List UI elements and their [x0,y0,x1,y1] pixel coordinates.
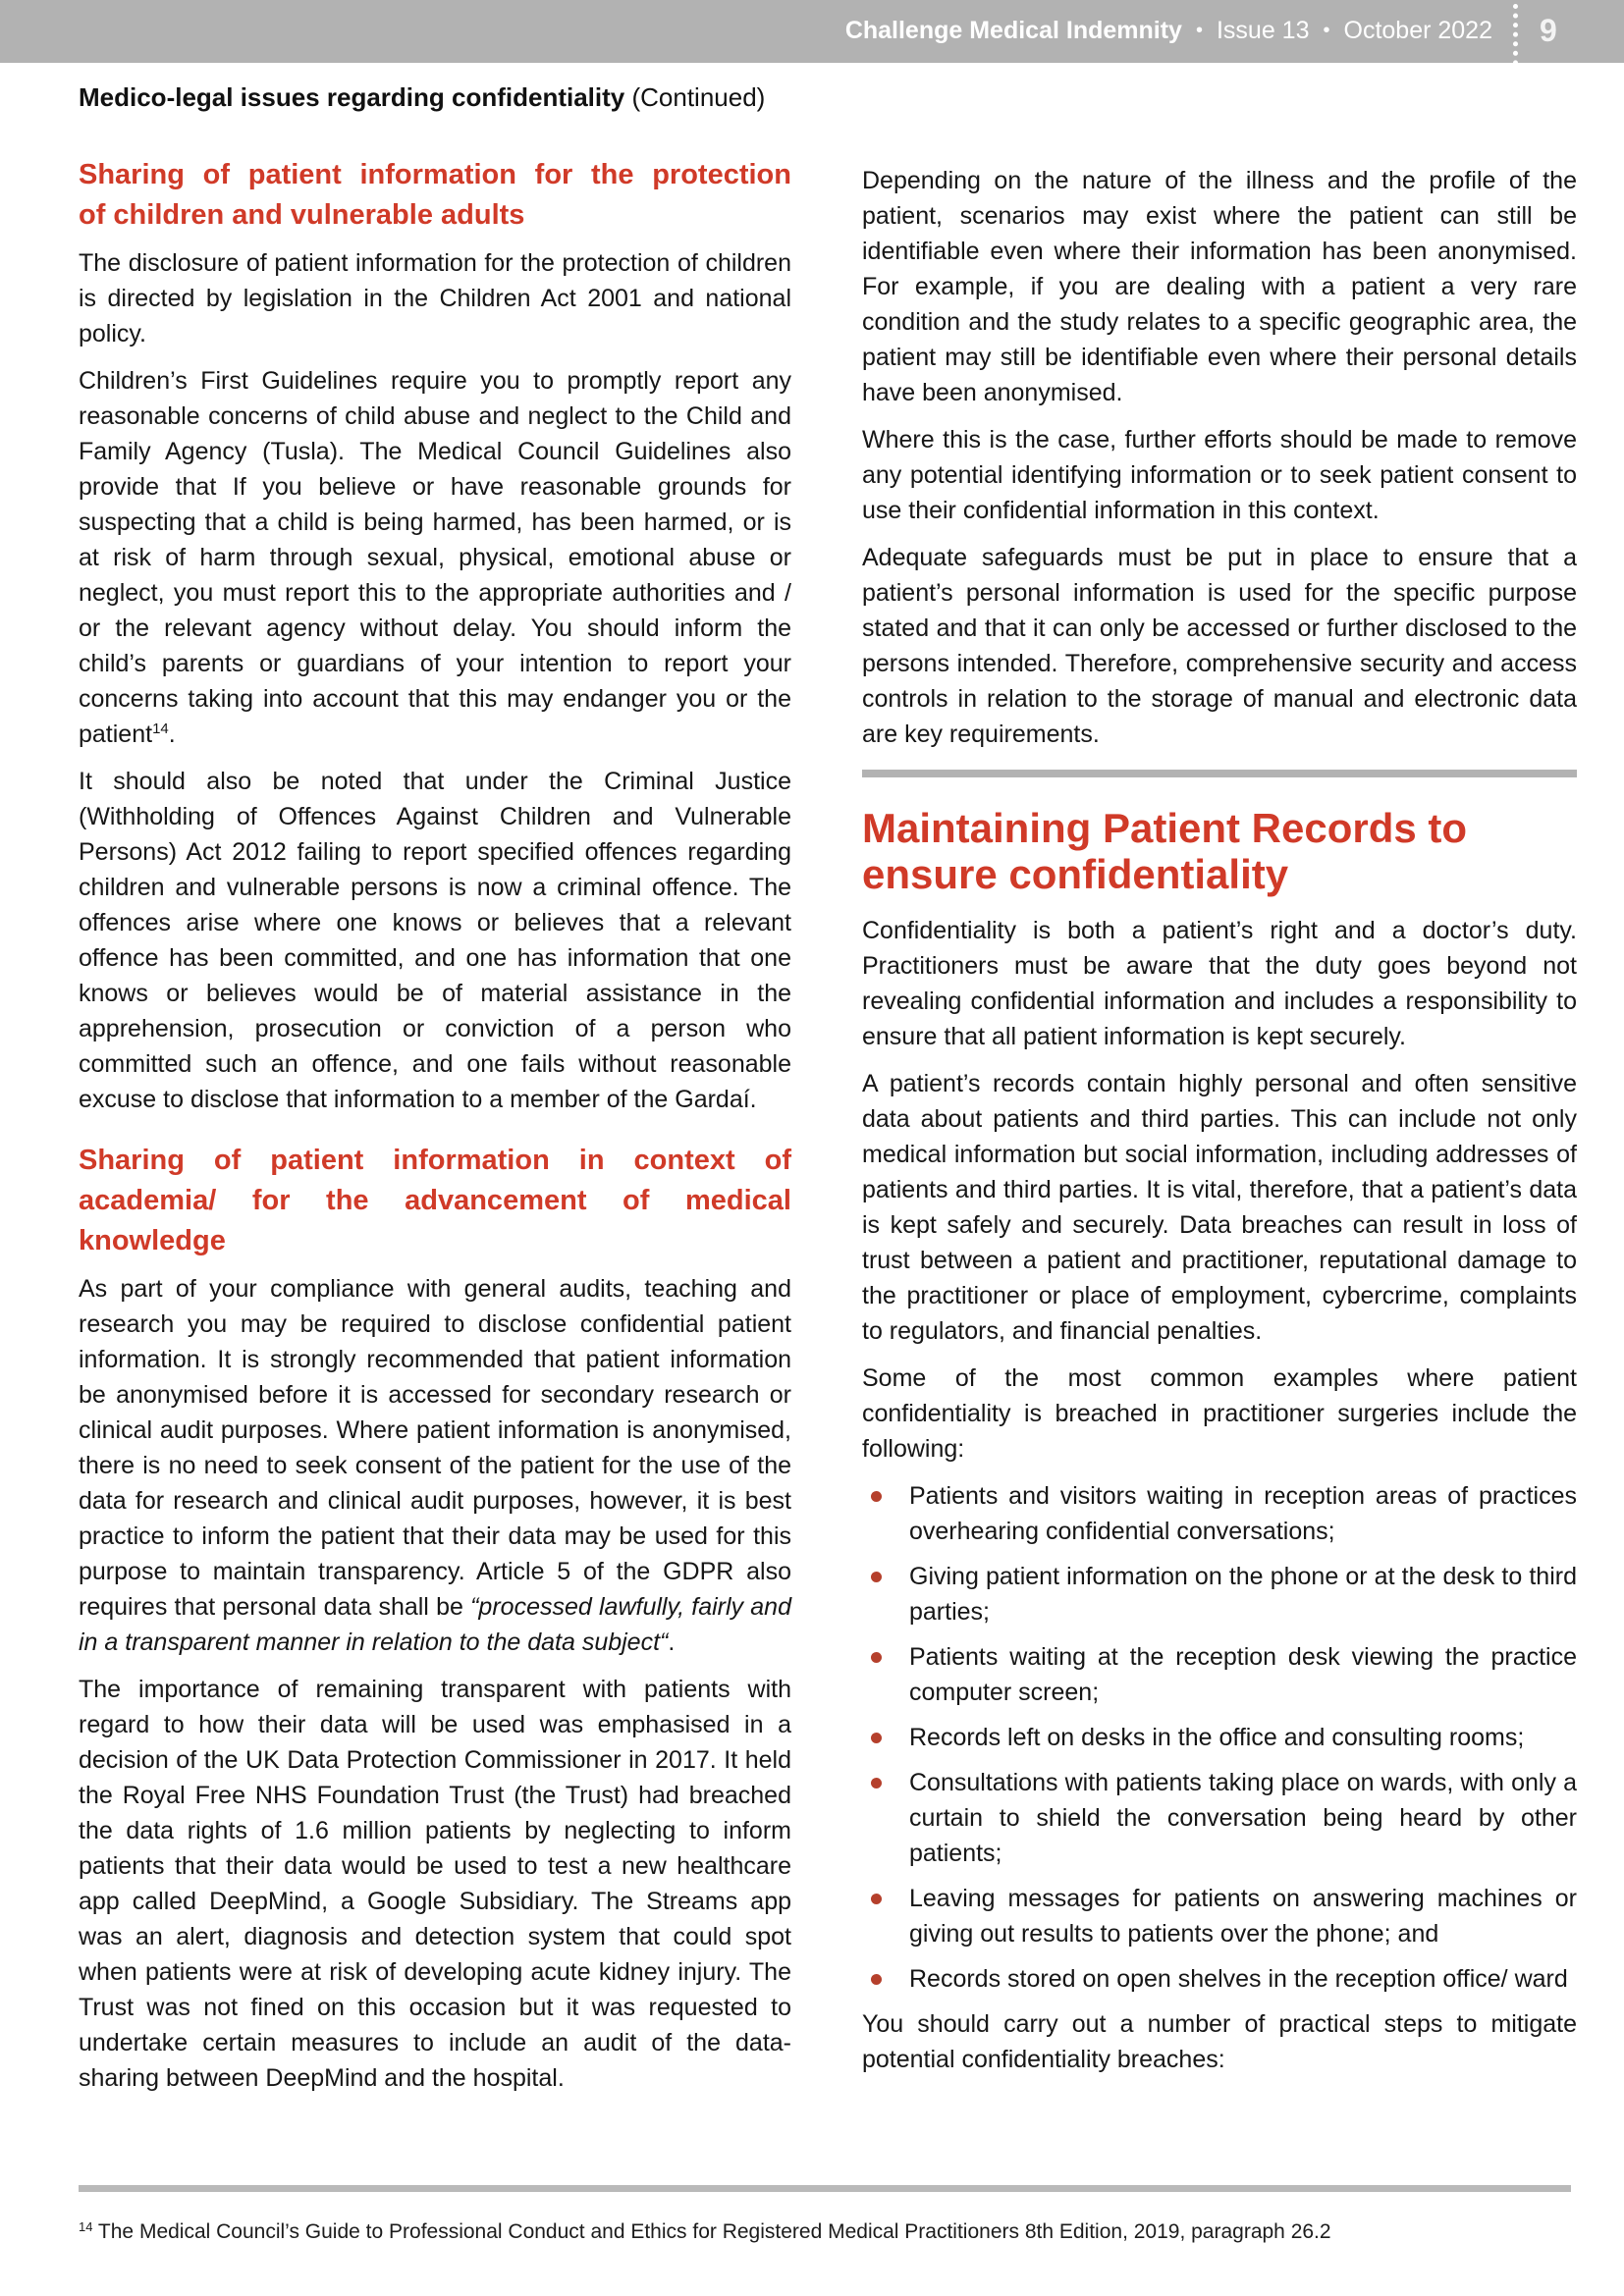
paragraph: Adequate safeguards must be put in place to ensure that a patient’s personal information is used for the specific purpose stated and that it can only be accessed or further disclosed to the persons intended. Therefore, comprehensive security and access controls in relation to the storage of manual and electronic data are key requirements. [862,544,1577,748]
header-bar [0,0,1624,63]
separator-dot-icon: • [1323,20,1330,41]
dotted-divider-icon [1513,4,1518,75]
heading-line: Sharing of patient information in context of [79,1145,791,1176]
paragraph-text: As part of your compliance with general audits, teaching and research you may be required to disclose confidential patient information. It is strongly recommended that patient information be anonymised before it is accessed for secondary research or clinical audit purposes. Where patient information is anonymised, there is no need to seek consent of the patient for the use of the data for research and clinical audit purposes, however, it is best practice to inform the patient that their data may be used for this purpose to maintain transparency. Article 5 of the GDPR also requires that personal data shall be [79,1275,791,1621]
page-number: 9 [1540,13,1557,48]
right-column [862,155,1577,2089]
heading-line: Sharing of patient information for the protection [79,159,791,190]
footnote-reference: 14 [152,721,169,737]
footer-divider [79,2185,1571,2192]
continued-label: (Continued) [624,82,766,112]
paragraph: It should also be noted that under the Criminal Justice (Withholding of Offences Against Children and Vulnerable Persons) Act 2012 failing to report specified offences regarding children and vulnerable persons is now a criminal offence. The offences arise where one knows or believes that a relevant offence has been committed, and one has information that one knows or believes would be of material assistance in the apprehension, prosecution or conviction of a person who committed such an offence, and one fails without reasonable excuse to disclose that information to a member of the Gardaí. [79,768,791,1113]
article-heading-maintaining-records [862,805,1577,897]
article-continued-title [79,82,1551,113]
list-item: Records left on desks in the office and consulting rooms; [862,1720,1577,1755]
paragraph [79,363,791,752]
list-item: Patients and visitors waiting in reception areas of practices overhearing confidential conversations; [862,1478,1577,1549]
gdpr-quote: “processed lawfully, fairly and in a transparent manner in relation to the data subject“ [79,1593,791,1656]
paragraph: Confidentiality is both a patient’s right and a doctor’s duty. Practitioners must be aware that the duty goes beyond not revealing confidential information and includes a responsibility to ensure that all patient information is kept securely. [862,917,1577,1050]
paragraph: Depending on the nature of the illness and the profile of the patient, scenarios may exist where the patient can still be identifiable even where their information has been anonymised. For example, if you are dealing with a patient a very rare condition and the study relates to a specific geographic area, the patient may still be identifiable even where their personal details have been anonymised. [862,167,1577,406]
heading-line: knowledge [79,1225,226,1256]
separator-dot-icon: • [1195,20,1203,41]
issue-number: Issue 13 [1216,17,1310,44]
breach-examples-list [862,1478,1577,1997]
header-meta [845,17,1492,45]
publication-title: Challenge Medical Indemnity [844,17,1182,44]
issue-date: October 2022 [1343,17,1492,44]
list-item: Patients waiting at the reception desk viewing the practice computer screen; [862,1639,1577,1710]
paragraph: A patient’s records contain highly personal and often sensitive data about patients and third parties. This can include not only medical information but social information, including addresses of patients and third parties. It is vital, therefore, that a patient’s data is kept safely and securely. Data breaches can result in loss of trust between a patient and practitioner, reputational damage to the practitioner or place of employment, cybercrime, complaints to regulators, and financial penalties. [862,1070,1577,1345]
section-heading-academia [79,1141,791,1261]
article-title: Medico-legal issues regarding confidentiality [79,82,625,112]
section-heading-children [79,155,791,236]
left-column [79,155,791,2108]
heading-line: academia/ for the advancement of medical [79,1185,791,1216]
heading-line: Maintaining Patient Records to [862,805,1468,851]
paragraph: Where this is the case, further efforts should be made to remove any potential identifying information or to seek patient consent to use their confidential information in this context. [862,426,1577,524]
paragraph: Some of the most common examples where patient confidentiality is breached in practitioner surgeries include the following: [862,1364,1577,1463]
list-item: Consultations with patients taking place on wards, with only a curtain to shield the conversation being heard by other patients; [862,1765,1577,1871]
paragraph-text: Children’s First Guidelines require you to promptly report any reasonable concerns of child abuse and neglect to the Child and Family Agency (Tusla). The Medical Council Guidelines also provide that If you believe or have reasonable grounds for suspecting that a child is being harmed, has been harmed, or is at risk of harm through sexual, physical, emotional abuse or neglect, you must report this to the appropriate authorities and / or the relevant agency without delay. You should inform the child’s parents or guardians of your intention to report your concerns taking into account that this may endanger you or the patient [79,367,791,748]
section-divider [862,770,1577,777]
paragraph [79,1271,791,1660]
paragraph: The disclosure of patient information for the protection of children is directed by legislation in the Children Act 2001 and national policy. [79,249,791,347]
heading-line: of children and vulnerable adults [79,199,525,231]
paragraph: You should carry out a number of practical steps to mitigate potential confidentiality breaches: [862,2010,1577,2073]
list-item: Records stored on open shelves in the reception office/ ward [862,1961,1577,1997]
footnote-text: The Medical Council’s Guide to Professional Conduct and Ethics for Registered Medical Practitioners 8th Edition, 2019, paragraph 26.2 [92,2220,1331,2243]
paragraph-text: . [668,1629,676,1656]
footnote-number: 14 [79,2219,93,2234]
footnote [79,2220,1551,2244]
list-item: Leaving messages for patients on answering machines or giving out results to patients over the phone; and [862,1881,1577,1951]
list-item: Giving patient information on the phone or at the desk to third parties; [862,1559,1577,1629]
heading-line: ensure confidentiality [862,851,1289,897]
paragraph-text: . [168,721,176,748]
paragraph: The importance of remaining transparent with patients with regard to how their data will be used was emphasised in a decision of the UK Data Protection Commissioner in 2017. It held the Royal Free NHS Foundation Trust (the Trust) had breached the data rights of 1.6 million patients by neglecting to inform patients that their data would be used to test a new healthcare app called DeepMind, a Google Subsidiary. The Streams app was an alert, diagnosis and detection system that could spot when patients were at risk of developing acute kidney injury. The Trust was not fined on this occasion but it was requested to undertake certain measures to include an audit of the data-sharing between DeepMind and the hospital. [79,1676,791,2092]
